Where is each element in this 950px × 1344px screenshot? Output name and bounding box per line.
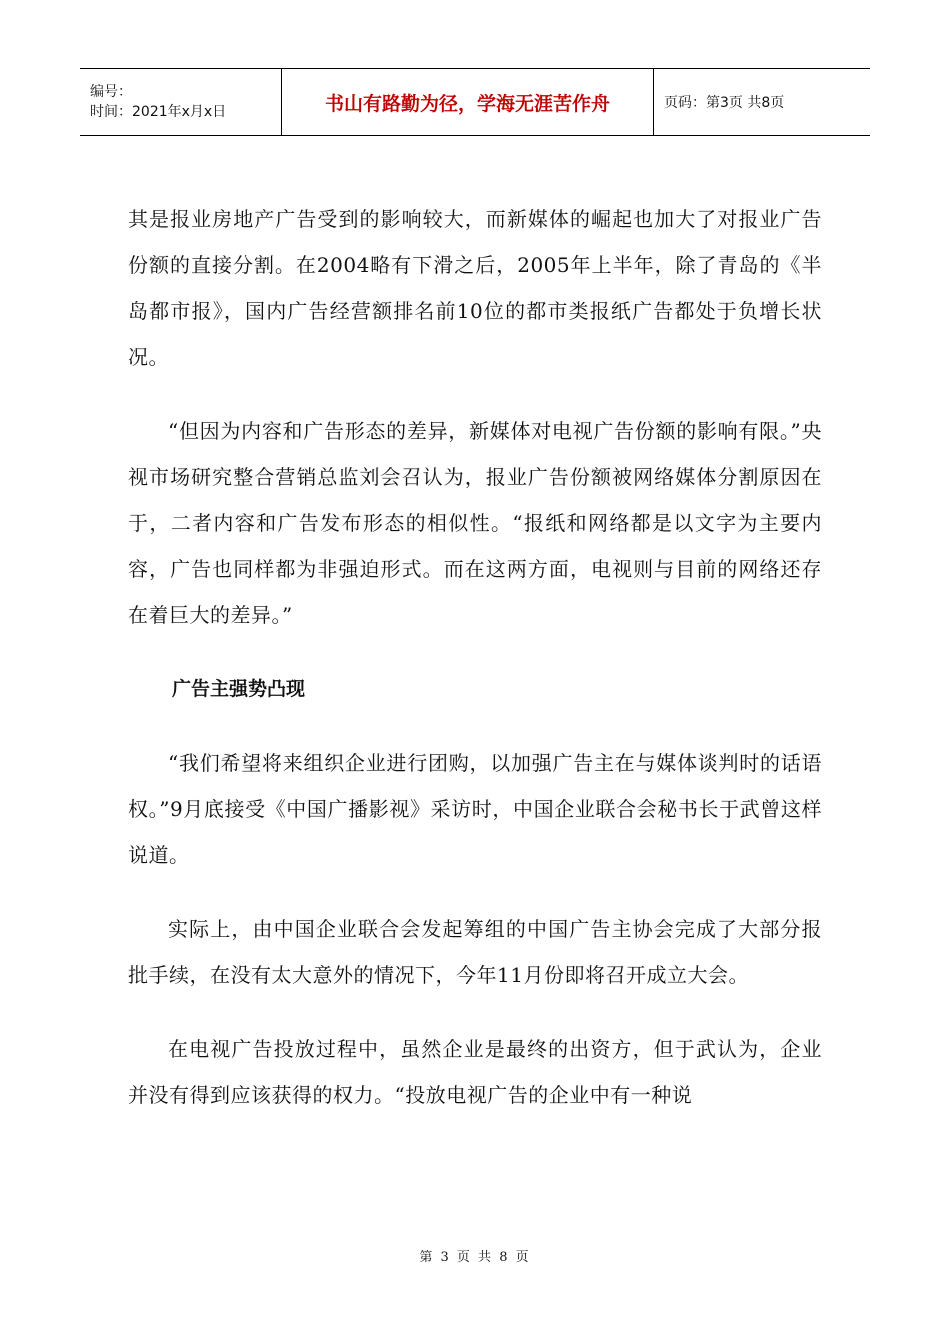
document-body	[128, 196, 822, 1146]
header-meta	[80, 69, 282, 135]
header-page-info: 页码：第3页 共8页	[664, 95, 785, 111]
time-label: 时间：2021年x月x日	[90, 104, 227, 120]
paragraph-3: “我们希望将来组织企业进行团购，以加强广告主在与媒体谈判时的话语权。”9月底接受《中国广播影视》采访时，中国企业联合会秘书长于武曾这样说道。	[128, 751, 822, 867]
paragraph-5: 在电视广告投放过程中，虽然企业是最终的出资方，但于武认为，企业并没有得到应该获得的权力。“投放电视广告的企业中有一种说	[128, 1037, 822, 1107]
number-label: 编号：	[90, 84, 132, 100]
paragraph-4: 实际上，由中国企业联合会发起筹组的中国广告主协会完成了大部分报批手续，在没有太大意外的情况下，今年11月份即将召开成立大会。	[128, 917, 822, 987]
section-heading: 广告主强势凸现	[172, 678, 306, 700]
page-footer: 第 3 页 共 8 页	[419, 1250, 531, 1265]
document-header	[80, 68, 870, 136]
paragraph-2: “但因为内容和广告形态的差异，新媒体对电视广告份额的影响有限。”央视市场研究整合营销总监刘会召认为，报业广告份额被网络媒体分割原因在于，二者内容和广告发布形态的相似性。“报纸和网络都是以文字为主要内容，广告也同样都为非强迫形式。而在这两方面，电视则与目前的网络还存在着巨大的差异。”	[128, 419, 822, 627]
header-motto: 书山有路勤为径，学海无涯苦作舟	[282, 69, 654, 135]
paragraph-1: 其是报业房地产广告受到的影响较大，而新媒体的崛起也加大了对报业广告份额的直接分割。在2004略有下滑之后，2005年上半年，除了青岛的《半岛都市报》，国内广告经营额排名前10位的都市类报纸广告都处于负增长状况。	[128, 207, 822, 369]
